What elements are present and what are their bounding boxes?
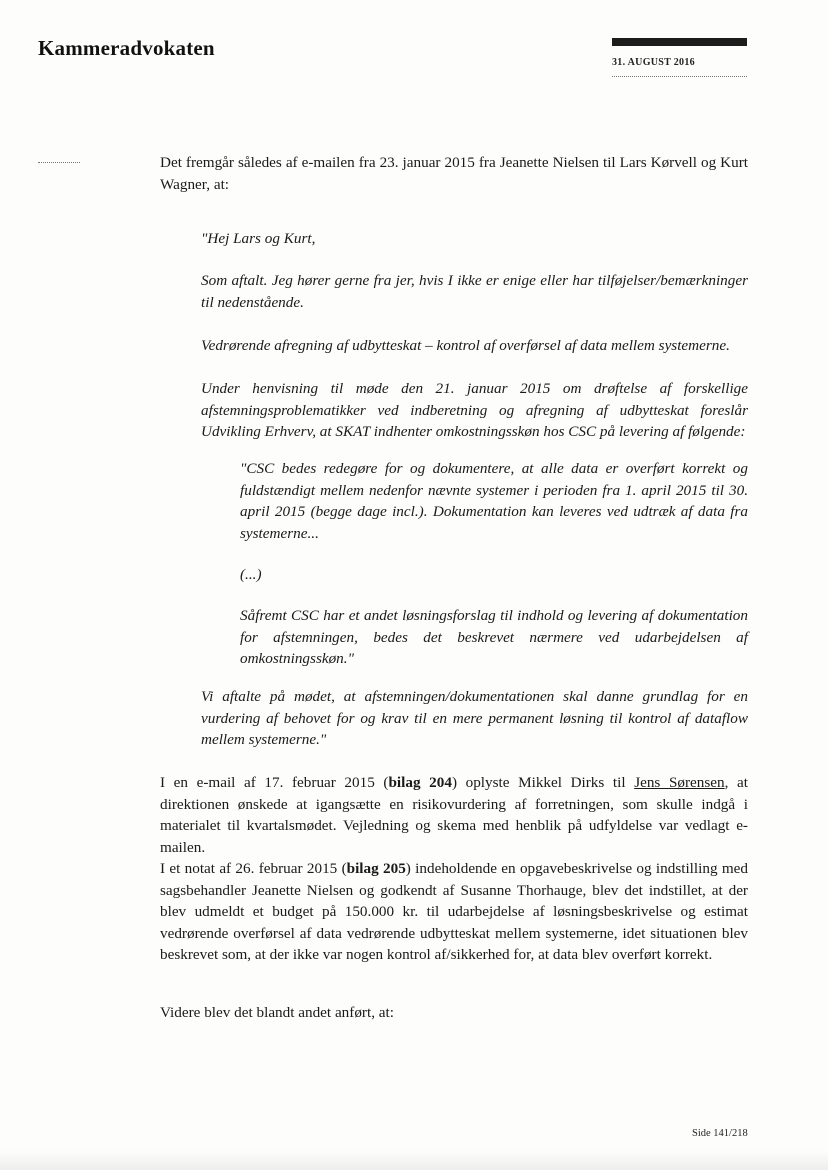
quote-paragraph-2: Vedrørende afregning af udbytteskat – kontrol af overførsel af data mellem systemerne.: [201, 337, 730, 354]
person-name-link: Jens Sørensen: [634, 774, 725, 791]
quote-paragraph-1: Som aftalt. Jeg hører gerne fra jer, hvis I ikke er enige eller har tilføjelser/bemærkninger til nedenstående.: [201, 272, 748, 311]
brand-logo-text: Kammeradvokaten: [38, 36, 215, 60]
paragraph-bilag-204: [160, 772, 748, 858]
margin-divider: [38, 162, 80, 163]
paragraph-further: Videre blev det blandt andet anført, at:: [160, 1004, 394, 1021]
scan-shadow: [0, 1150, 828, 1170]
header-divider: [612, 76, 747, 77]
inner-quote-2: Såfremt CSC har et andet løsningsforslag til indhold og levering af dokumentation for afstemningen, bedes det beskrevet nærmere ved udarbejdelsen af omkostningsskøn.": [240, 607, 748, 667]
para2-mid: ) oplyste Mikkel Dirks til: [451, 774, 635, 791]
inner-quote-1: "CSC bedes redegøre for og dokumentere, at alle data er overført korrekt og fuldstændigt mellem nedenfor nævnte systemer i perioden fra 1. april 2015 til 30. april 2015 (begge dage incl.). Dokumentation kan leveres ved udtræk af data fra systemerne...: [240, 460, 748, 542]
header-bar: [612, 38, 747, 46]
quote-closing: Vi aftalte på mødet, at afstemningen/dokumentationen skal danne grundlag for en vurdering af behovet for og krav til en mere permanent løsning til kontrol af dataflow mellem systemerne.": [201, 688, 748, 748]
page-number: Side 141/218: [692, 1128, 748, 1139]
paragraph-bilag-205: [160, 858, 748, 966]
document-date: 31. AUGUST 2016: [612, 57, 695, 68]
quote-paragraph-3: Under henvisning til møde den 21. januar 2015 om drøftelse af forskellige afstemningsproblematikker ved indberetning og afregning af udbytteskat foreslår Udvikling Erhverv, at SKAT indhenter omkostningsskøn hos CSC på levering af følgende:: [201, 380, 748, 440]
para3-post: ) indeholdende en opgavebeskrivelse og indstilling med sagsbehandler Jeanette Nielsen og godkendt af Susanne Thorhauge, blev det indstillet, at der blev udmeldt et budget på 150.000 kr. til udarbejdelse af løsningsbeskrivelse og estimat vedrørende overførsel af data vedrørende udbytteskat mellem systemerne, idet situationen blev beskrevet som, at der ikke var nogen kontrol af/sikkerhed for, at data blev overført korrekt.: [160, 860, 748, 963]
para2-post: , at direktionen ønskede at igangsætte en risikovurdering af forretningen, som skulle indgå i materialet til kvartalsmødet. Vejledning og skema med henblik på udfyldelse var vedlagt e-mailen.: [160, 774, 748, 856]
intro-paragraph: Det fremgår således af e-mailen fra 23. januar 2015 fra Jeanette Nielsen til Lars Kørvell og Kurt Wagner, at:: [160, 154, 748, 193]
quote-greeting: "Hej Lars og Kurt,: [201, 230, 316, 247]
bilag-204-ref: bilag 204: [388, 774, 452, 791]
para3-pre: I et notat af 26. februar 2015 (: [160, 860, 347, 877]
bilag-205-ref: bilag 205: [346, 860, 406, 877]
inner-quote-ellipsis: (...): [240, 566, 262, 583]
para2-pre: I en e-mail af 17. februar 2015 (: [160, 774, 389, 791]
